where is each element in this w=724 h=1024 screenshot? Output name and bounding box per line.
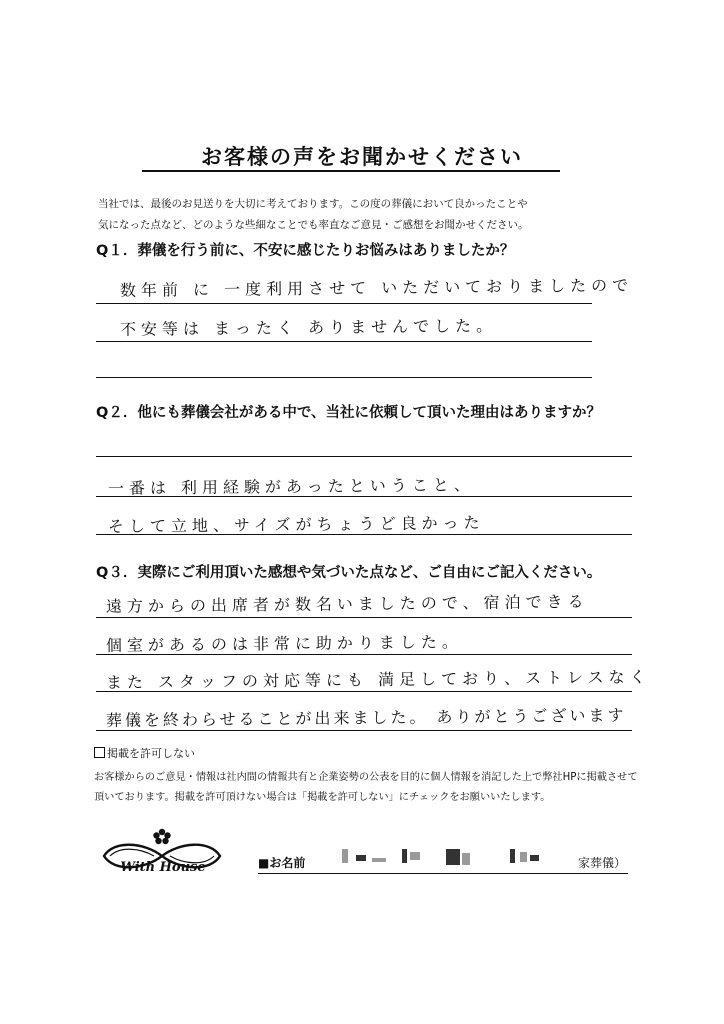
redaction-block <box>520 852 527 862</box>
privacy-note <box>94 768 646 808</box>
q2-answer-rule <box>96 534 632 535</box>
q1-answer-line-1: 数年前 に 一度利用させて いただいておりましたので <box>119 275 634 301</box>
q3-answer-rule <box>96 617 632 618</box>
question-1: Q１．葬儀を行う前に、不安に感じたりお悩みはありましたか？ <box>96 243 515 259</box>
title-underline <box>142 170 560 172</box>
q2-answer-rule <box>96 456 632 457</box>
permission-checkbox[interactable] <box>94 747 105 758</box>
flower-icon <box>96 826 228 884</box>
with-house-logo <box>96 826 228 884</box>
redaction-block <box>530 855 539 861</box>
intro-line: 気になった点など、どのような些細なことでも率直なご意見・ご感想をお聞かせください。 <box>98 219 529 231</box>
permission-label: 掲載を許可しない <box>107 747 195 760</box>
q3-answer-line-2: 個室があるのは非常に助かりました。 <box>105 632 463 656</box>
name-label: ■お名前 <box>258 856 306 870</box>
q2-answer-line-1: 一番は 利用経験があったということ、 <box>107 475 475 499</box>
name-underline <box>258 873 628 874</box>
redaction-block <box>342 849 348 863</box>
redaction-block <box>410 852 420 860</box>
note-line: 頂いております。掲載を許可頂けない場合は「掲載を許可しない」にチェックをお願いいたします。 <box>94 792 551 803</box>
q3-answer-line-4: 葬儀を終わらせることが出来ました。 ありがとうございます <box>105 705 627 731</box>
intro-text <box>98 194 638 236</box>
redaction-block <box>510 849 515 863</box>
q3-answer-line-1: 遠方からの出席者が数名いましたので、宿泊できる <box>105 591 589 617</box>
q3-answer-rule <box>96 654 632 655</box>
note-line: お客様からのご意見・情報は社内間の情報共有と企業姿勢の公表を目的に個人情報を消記した上で弊社HPに掲載させて <box>94 772 638 783</box>
q1-answer-rule <box>96 377 592 378</box>
page-title: お客様の声をお聞かせください <box>201 145 523 169</box>
question-3: Q３．実際にご利用頂いた感想や気づいた点など、ご自由にご記入ください。 <box>96 565 602 581</box>
name-suffix: 家葬儀） <box>578 856 627 870</box>
logo-text: With House <box>120 860 206 875</box>
q3-answer-rule <box>96 691 632 692</box>
redaction-block <box>372 858 386 862</box>
q1-answer-rule <box>96 303 592 304</box>
question-2: Q２．他にも葬儀会社がある中で、当社に依頼して頂いた理由はありますか？ <box>96 405 602 421</box>
q1-answer-rule <box>96 341 592 342</box>
redaction-block <box>356 855 366 861</box>
q3-answer-rule <box>96 730 632 731</box>
q3-answer-line-3: また スタッフの対応等にも 満足しており、ストレスなく <box>105 667 651 693</box>
q2-answer-line-2: そして立地、サイズがちょうど良かった <box>107 513 485 537</box>
intro-line: 当社では、最後のお見送りを大切に考えております。この度の葬儀において良かったことや <box>98 198 528 210</box>
q1-answer-line-2: 不安等は まったく ありませんでした。 <box>119 316 498 340</box>
q2-answer-rule <box>96 496 632 497</box>
permission-checkbox-row[interactable] <box>94 745 195 761</box>
redaction-block <box>446 849 460 865</box>
redaction-block <box>462 853 470 865</box>
redaction-block <box>402 849 407 863</box>
